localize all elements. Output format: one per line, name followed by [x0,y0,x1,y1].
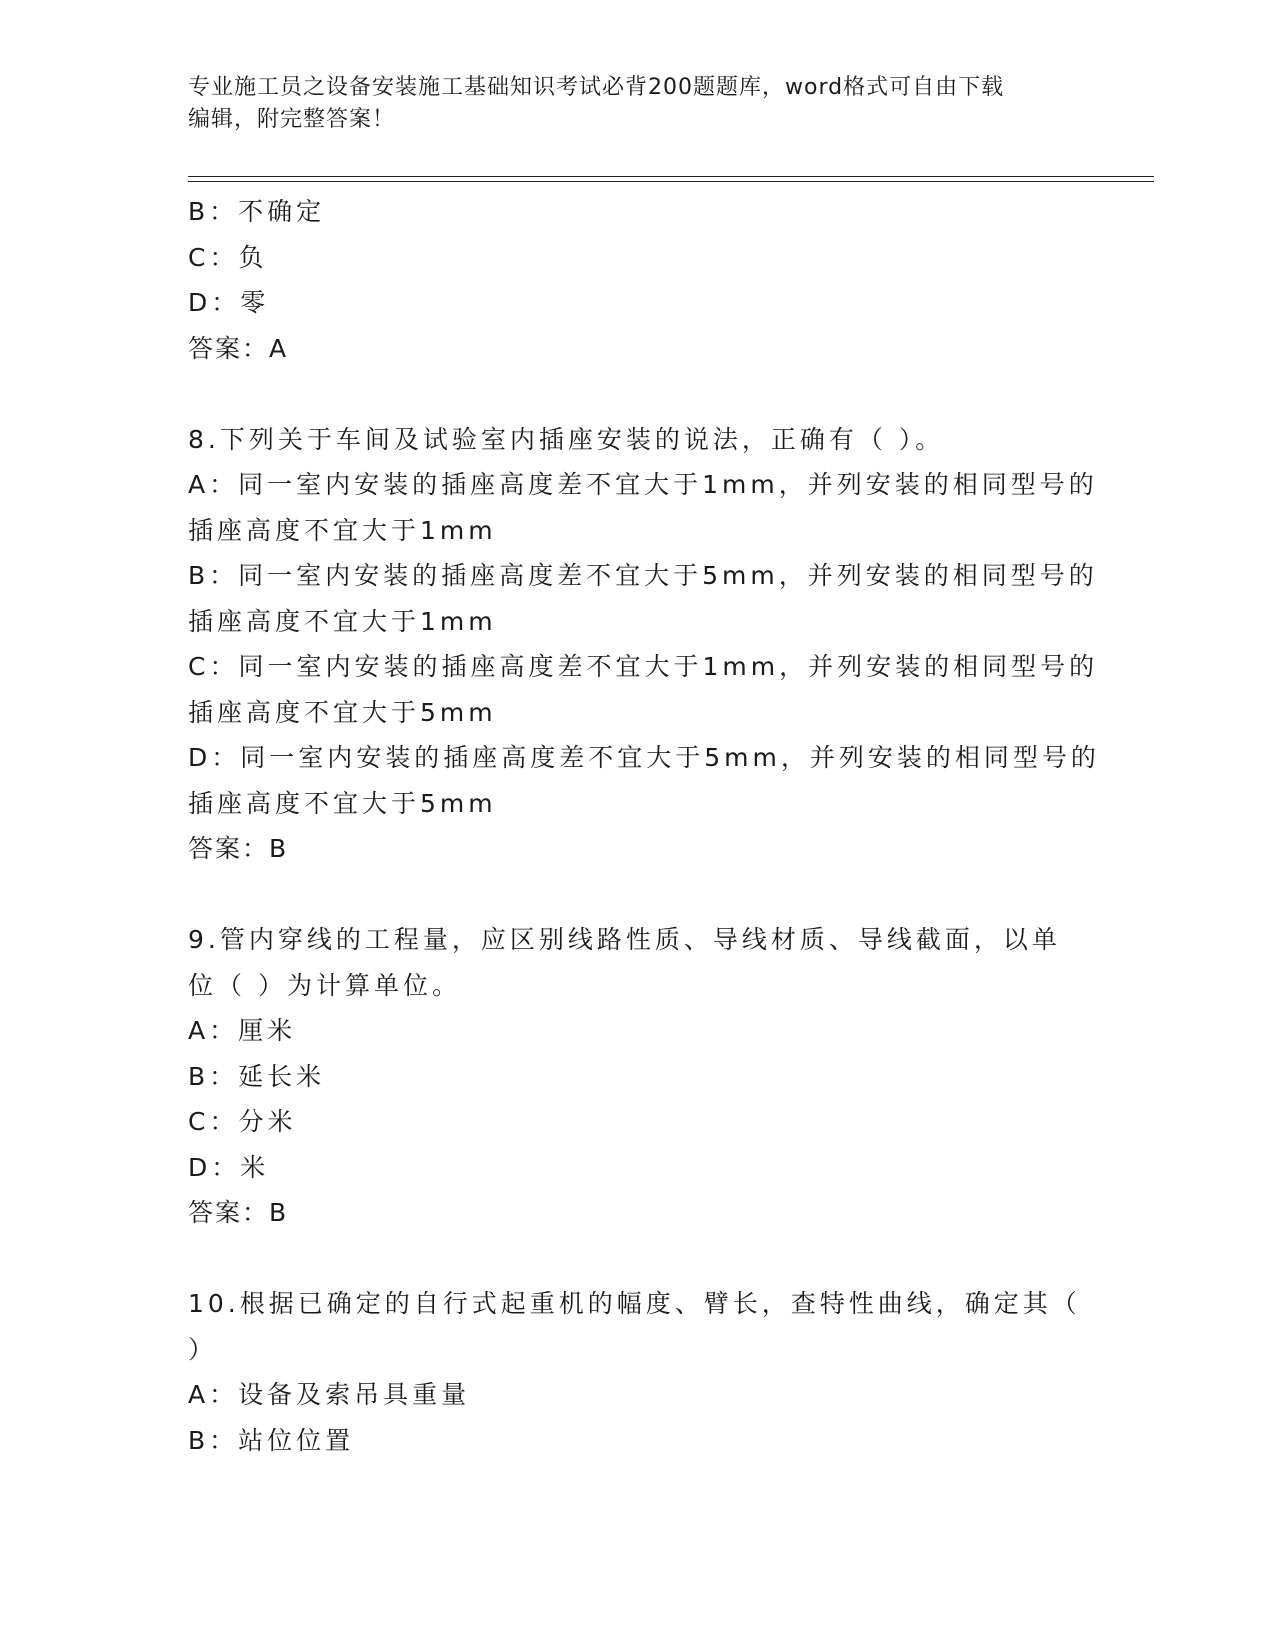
q8-option-d-line1: D：同一室内安装的插座高度差不宜大于5mm，并列安装的相同型号的 [188,743,1100,772]
q9-stem-line1: 9.管内穿线的工程量，应区别线路性质、导线材质、导线截面，以单 [188,925,1061,954]
prev-option-b: B：不确定 [188,197,326,226]
q8-option-c-line1: C：同一室内安装的插座高度差不宜大于1mm，并列安装的相同型号的 [188,652,1099,681]
q9-stem-line2: 位（ ）为计算单位。 [188,970,461,1000]
q9-option-a: A：厘米 [188,1016,297,1045]
q10-stem-line1: 10.根据已确定的自行式起重机的幅度、臂长，查特性曲线，确定其（ [188,1289,1081,1318]
question-content [188,189,1100,1463]
spacer [188,1236,1088,1282]
q10-option-b: B：站位位置 [188,1425,355,1455]
q10-stem-line2: ） [188,1334,218,1364]
spacer [188,371,1088,417]
header-line-2: 编辑，附完整答案！ [188,107,396,132]
q8-option-d-line2: 插座高度不宜大于5mm [188,788,497,818]
spacer [188,872,1088,918]
q8-stem: 8.下列关于车间及试验室内插座安装的说法，正确有（ ）。 [188,424,945,454]
q8-answer: 答案：B [188,834,289,863]
q9-answer: 答案：B [188,1198,289,1227]
q9-option-c: C：分米 [188,1107,297,1136]
q9-option-d: D：米 [188,1152,270,1182]
q8-option-a-line1: A：同一室内安装的插座高度差不宜大于1mm，并列安装的相同型号的 [188,470,1098,499]
header-divider-bottom [188,181,1154,182]
header-divider-top [188,176,1154,177]
q8-option-a-line2: 插座高度不宜大于1mm [188,515,497,545]
q8-option-b-line2: 插座高度不宜大于1mm [188,606,497,636]
q8-option-c-line2: 插座高度不宜大于5mm [188,697,497,727]
header-line-1: 专业施工员之设备安装施工基础知识考试必背200题题库，word格式可自由下载 [188,75,1005,100]
prev-option-c: C：负 [188,242,268,272]
prev-option-d: D：零 [188,288,270,317]
q8-option-b-line1: B：同一室内安装的插座高度差不宜大于5mm，并列安装的相同型号的 [188,561,1098,590]
document-header [188,72,1088,136]
prev-answer: 答案：A [188,333,289,363]
q10-option-a: A：设备及索吊具重量 [188,1380,471,1409]
q9-option-b: B：延长米 [188,1061,326,1091]
